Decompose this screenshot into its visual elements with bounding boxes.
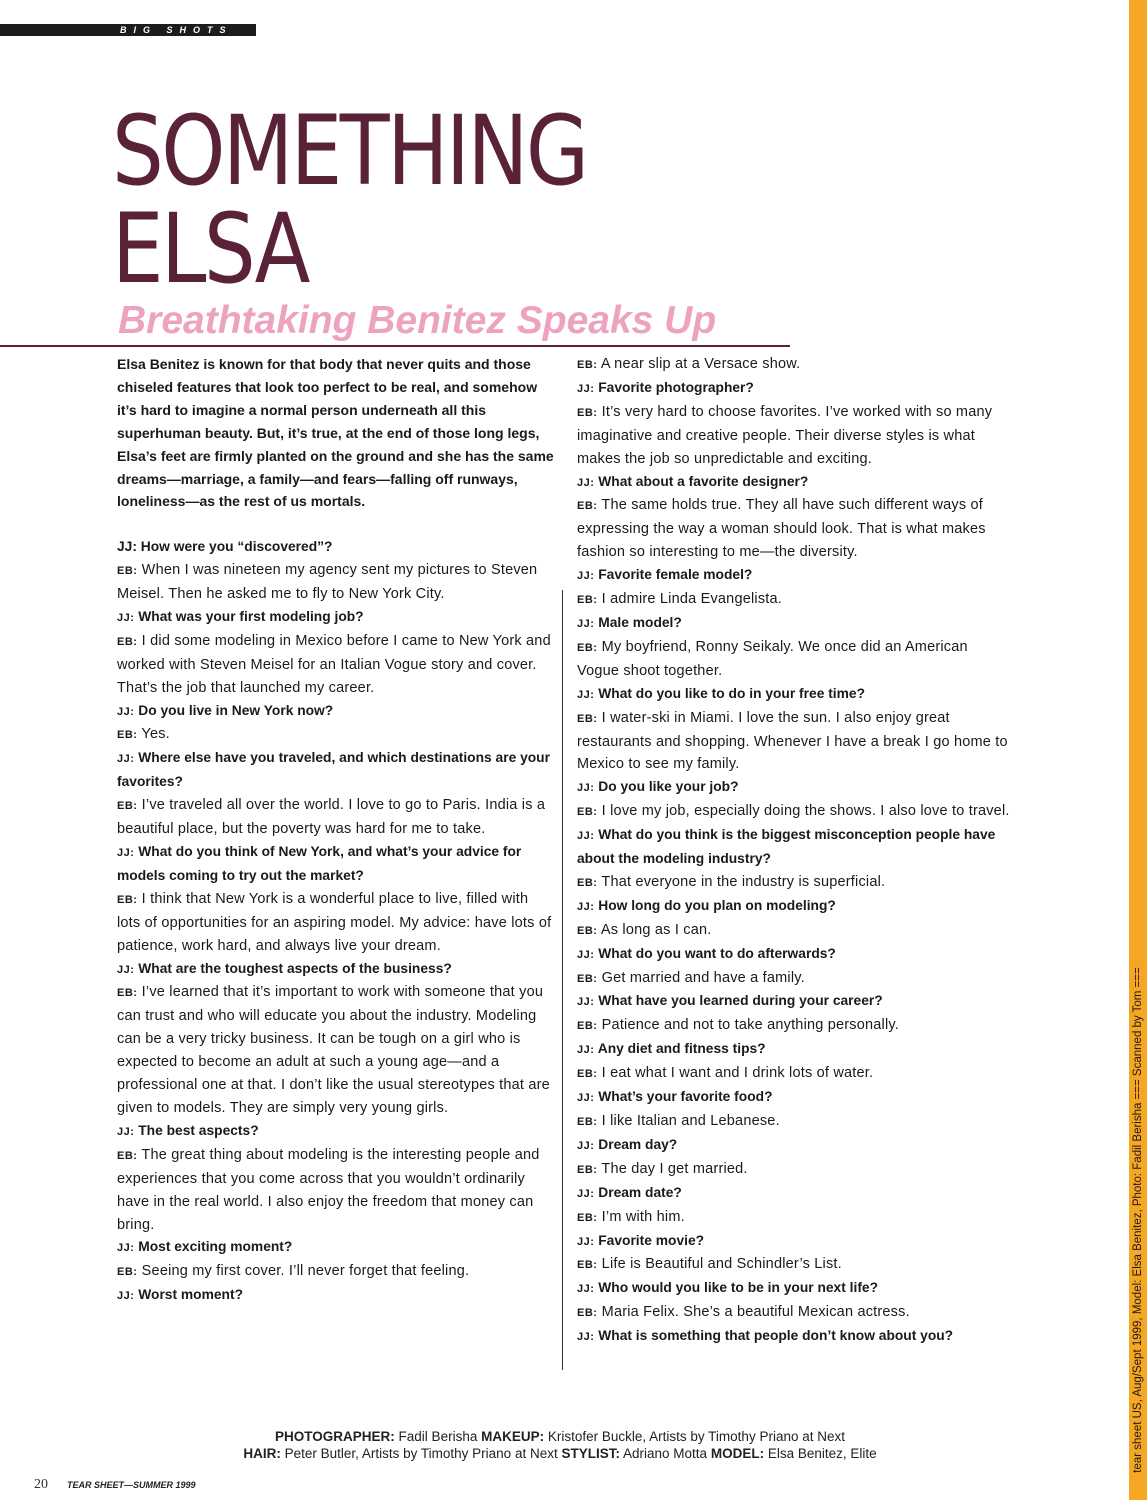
interview-question [117,700,555,724]
question-text: Who would you like to be in your next life? [594,1280,879,1296]
question-text: What do you think is the biggest misconception people have about the modeling industry? [577,827,996,867]
interview-answer [577,1253,1013,1277]
interviewer-tag: JJ: [577,1139,595,1152]
interview-answer [117,559,555,606]
makeup-name: Kristofer Buckle, Artists by Timothy Priano at Next [547,1429,845,1444]
answer-text: I’ve learned that it’s important to work with someone that you can trust and who will educate you about the industry. Modeling can be a very tricky business. It can be tough on a girl who is expected to become an adult at such a young age—and a professional one at that. I don’t like the usual stereotypes that are given to models. They are simply very young girls. [117,984,550,1116]
stylist-name: Adriano Motta [623,1446,708,1461]
interview-answer [577,588,1013,612]
interview-question [577,1182,1013,1206]
answer-text: I like Italian and Lebanese. [597,1113,780,1129]
interviewer-tag: JJ: [577,1331,595,1344]
question-text: The best aspects? [134,1122,259,1138]
interview-answer [117,1144,555,1237]
interview-question [577,683,1013,707]
scan-note: tear sheet US, Aug/Sept 1999, Model: Elsa Benitez, Photo: Fadil Berisha === Scanned by Tom === [1132,967,1144,1473]
makeup-label: MAKEUP: [481,1429,545,1444]
interview-answer [117,981,555,1119]
interview-answer [577,919,1013,943]
interviewer-tag: JJ: [577,382,595,395]
answer-text: When I was nineteen my agency sent my pictures to Steven Meisel. Then he asked me to fly to New York City. [117,562,538,603]
question-text: What’s your favorite food? [594,1089,773,1105]
answer-text: The day I get married. [597,1160,748,1177]
interview-question [577,1086,1013,1110]
answer-text: I love my job, especially doing the shows. I also love to travel. [597,803,1010,820]
interviewer-tag: JJ: [117,611,135,624]
title-line-2: ELSA [112,193,308,305]
interview-question [577,564,1013,588]
question-text: What do you like to do in your free time? [594,685,865,701]
interviewer-tag: JJ: [577,900,595,913]
respondent-tag: EB: [577,1259,598,1272]
question-text: Favorite female model? [594,567,753,583]
interviewer-tag: JJ: [117,847,135,860]
question-text: Dream date? [594,1184,682,1200]
interview-question [577,1277,1013,1301]
interviewer-tag: JJ: [577,1187,595,1200]
stylist-label: STYLIST: [561,1446,620,1461]
right-qa-list [577,353,1013,1349]
right-column [577,353,1013,1349]
answer-text: The great thing about modeling is the interesting people and experiences that you come across that you wouldn’t ordinarily have in the real world. I also enjoy the freedom that money can bring. [117,1146,540,1233]
interview-answer [117,794,555,841]
section-bar [0,24,256,36]
interviewer-tag: JJ: [577,570,595,583]
respondent-tag: EB: [577,806,598,819]
page-number: 20 [34,1477,48,1492]
magazine-issue: TEAR SHEET—SUMMER 1999 [67,1480,196,1490]
respondent-tag: EB: [577,972,598,985]
respondent-tag: EB: [577,712,598,725]
interviewer-tag: JJ: [117,705,135,718]
answer-text: Maria Felix. She’s a beautiful Mexican actress. [597,1304,910,1321]
answer-text: Get married and have a family. [597,969,805,986]
interviewer-tag: JJ: [577,1092,595,1105]
question-text: Where else have you traveled, and which destinations are your favorites? [117,750,550,790]
interviewer-tag: JJ: [577,688,595,701]
question-text: How were you “discovered”? [136,539,333,555]
interviewer-tag: JJ: [577,782,595,795]
interview-answer [577,871,1013,895]
credits-line-2 [0,1445,1120,1462]
interview-question [117,536,555,559]
interview-answer [577,494,1013,564]
interview-question [577,1230,1013,1254]
article-title [112,95,587,305]
respondent-tag: EB: [577,1307,598,1320]
interviewer-tag: JJ: [117,539,137,555]
question-text: Favorite photographer? [594,379,754,395]
answer-text: I’m with him. [597,1208,685,1225]
interview-question [117,958,555,982]
interview-question [577,776,1013,800]
title-rule [0,345,790,347]
left-column [117,353,555,1308]
answer-text: It’s very hard to choose favorites. I’ve worked with so many imaginative and creative people. Their diverse styles is what makes the job so unpredictable and exciting. [577,403,993,467]
respondent-tag: EB: [577,924,598,937]
question-text: What do you think of New York, and what’s your advice for models coming to try out the market? [117,844,522,883]
interview-question [117,1236,555,1260]
interviewer-tag: JJ: [117,963,135,976]
respondent-tag: EB: [577,1211,598,1224]
answer-text: I think that New York is a wonderful place to live, filled with lots of opportunities for an aspiring model. My advice: have lots of patience, work hard, and always live your dream. [117,890,552,954]
interviewer-tag: JJ: [577,476,595,489]
interviewer-tag: JJ: [117,1290,135,1303]
question-text: Most exciting moment? [134,1239,293,1255]
question-text: What is something that people don’t know about you? [594,1328,954,1344]
interviewer-tag: JJ: [577,996,595,1009]
left-qa-list [117,536,555,1308]
respondent-tag: EB: [117,893,138,906]
interview-answer [577,800,1013,824]
interview-answer [117,630,555,700]
answer-text: I water-ski in Miami. I love the sun. I also enjoy great restaurants and shopping. Whenever I have a break I go home to Mexico to see my family. [577,709,1008,773]
article-subtitle: Breathtaking Benitez Speaks Up [118,299,717,342]
interview-answer [577,353,1013,377]
question-text: What was your first modeling job? [134,608,364,624]
interview-answer [117,723,555,747]
interview-question [117,1284,555,1308]
respondent-tag: EB: [577,876,598,889]
question-text: What have you learned during your career? [594,993,883,1009]
interview-question [577,943,1013,967]
question-text: How long do you plan on modeling? [594,897,836,913]
interview-question [577,1134,1013,1158]
respondent-tag: EB: [577,500,598,513]
interviewer-tag: JJ: [577,1235,595,1248]
answer-text: The same holds true. They all have such different ways of expressing the way a woman should look. That is what makes fashion so interesting to me—the diversity. [577,497,986,561]
interviewer-tag: JJ: [577,830,595,843]
interviewer-tag: JJ: [117,1242,135,1255]
interview-answer [577,636,1013,683]
credits-line-1 [0,1428,1120,1445]
interviewer-tag: JJ: [577,617,595,630]
interviewer-tag: JJ: [117,1125,135,1138]
answer-text: As long as I can. [597,921,712,938]
respondent-tag: EB: [117,565,138,578]
answer-text: Seeing my first cover. I’ll never forget that feeling. [137,1263,470,1280]
title-line-1: SOMETHING [112,95,587,207]
respondent-tag: EB: [577,1020,598,1033]
interview-question [577,824,1013,871]
hair-name: Peter Butler, Artists by Timothy Priano at Next [284,1446,558,1461]
interview-question [577,1038,1013,1062]
photographer-label: PHOTOGRAPHER: [275,1429,395,1444]
interviewer-tag: JJ: [117,753,135,766]
photo-credits [0,1428,1120,1462]
interview-answer [577,1158,1013,1182]
respondent-tag: EB: [117,635,138,648]
interview-question [577,990,1013,1014]
answer-text: Yes. [137,726,170,743]
interview-question [117,606,555,630]
interview-answer [577,401,1013,471]
intro-paragraph: Elsa Benitez is known for that body that never quits and those chiseled features that look too perfect to be real, and somehow it’s hard to imagine a normal person underneath all this superhuman beauty. But, it’s true, at the end of those long legs, Elsa’s feet are firmly planted on the ground and she has the same dreams—marriage, a family—and fears—falling off runways, loneliness—as the rest of us mortals. [117,356,554,510]
answer-text: I’ve traveled all over the world. I love to go to Paris. India is a beautiful place, but the poverty was hard for me to take. [117,797,546,838]
column-divider [562,590,563,1370]
respondent-tag: EB: [577,1068,598,1081]
interview-question [577,471,1013,495]
interview-question [117,841,555,888]
interview-answer [577,1110,1013,1134]
interview-answer [117,888,555,958]
interview-question [577,895,1013,919]
answer-text: Patience and not to take anything personally. [597,1017,899,1034]
interview-question [577,377,1013,401]
model-name: Elsa Benitez, Elite [767,1446,877,1461]
question-text: What are the toughest aspects of the business? [134,960,452,976]
interview-question [577,612,1013,636]
interview-answer [577,1301,1013,1325]
question-text: Worst moment? [134,1287,243,1303]
interview-answer [117,1260,555,1284]
respondent-tag: EB: [577,406,598,419]
answer-text: That everyone in the industry is superficial. [597,873,886,890]
answer-text: I did some modeling in Mexico before I came to New York and worked with Steven Meisel for an Italian Vogue story and cover. That’s the job that launched my career. [117,632,551,696]
answer-text: A near slip at a Versace show. [597,356,801,372]
question-text: Do you like your job? [594,779,739,795]
question-text: Any diet and fitness tips? [594,1041,766,1057]
model-label: MODEL: [710,1446,765,1461]
interviewer-tag: JJ: [577,1283,595,1296]
interview-question [577,1325,1013,1349]
answer-text: Life is Beautiful and Schindler’s List. [597,1256,842,1273]
interviewer-tag: JJ: [577,1044,595,1057]
interviewer-tag: JJ: [577,948,595,961]
hair-label: HAIR: [243,1446,281,1461]
respondent-tag: EB: [117,1266,138,1279]
interview-question [117,747,555,794]
question-text: Dream day? [594,1136,678,1152]
photographer-name: Fadil Berisha [398,1429,478,1444]
answer-text: My boyfriend, Ronny Seikaly. We once did an American Vogue shoot together. [577,638,968,679]
respondent-tag: EB: [117,1149,138,1162]
section-label: BIG SHOTS [120,25,233,35]
question-text: Male model? [594,614,682,630]
answer-text: I admire Linda Evangelista. [597,591,782,608]
respondent-tag: EB: [577,594,598,607]
interview-answer [577,1206,1013,1230]
interview-answer [577,707,1013,777]
interview-answer [577,1014,1013,1038]
question-text: What about a favorite designer? [594,473,809,489]
respondent-tag: EB: [117,987,138,1000]
interview-question [117,1120,555,1144]
respondent-tag: EB: [117,729,138,742]
respondent-tag: EB: [577,359,598,371]
interview-answer [577,1062,1013,1086]
respondent-tag: EB: [577,1116,598,1128]
respondent-tag: EB: [117,800,138,813]
question-text: What do you want to do afterwards? [594,945,836,961]
answer-text: I eat what I want and I drink lots of water. [597,1065,874,1082]
respondent-tag: EB: [577,1163,598,1176]
interview-answer [577,967,1013,991]
question-text: Do you live in New York now? [134,702,334,718]
question-text: Favorite movie? [594,1232,705,1248]
respondent-tag: EB: [577,641,598,654]
